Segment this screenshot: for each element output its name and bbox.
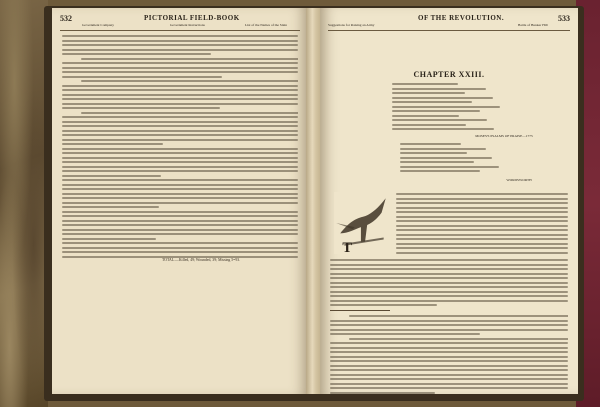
left-sub-right: List of the Names of the Slain (245, 23, 287, 27)
right-body-text-full (330, 258, 568, 308)
chapter-epigraph (392, 82, 512, 132)
text-line (400, 169, 510, 174)
drop-cap: T (342, 239, 352, 254)
marbled-board-left (0, 0, 48, 407)
right-page-number: 533 (558, 14, 570, 23)
text-line (330, 303, 568, 308)
right-page (320, 8, 578, 394)
second-epigraph (400, 142, 510, 174)
left-page-header (60, 14, 300, 27)
text-line (392, 127, 512, 132)
chapter-heading: CHAPTER XXIII. (413, 70, 485, 79)
left-running-title: PICTORIAL FIELD-BOOK (144, 14, 240, 22)
left-sub-left: Government Company (82, 23, 114, 27)
right-footnotes (330, 314, 568, 394)
second-attribution: WORDSWORTH (506, 178, 532, 182)
epigraph-attribution: MOSES'S PSALMS OF PRAISE—1775 (475, 134, 533, 138)
left-total-line: TOTAL.—Killed, 49; Wounded, 39; Missing 5=93. (162, 258, 241, 262)
text-line (330, 391, 568, 395)
left-sub-mid: Government Instructions (170, 23, 205, 27)
right-running-title: OF THE REVOLUTION. (418, 14, 505, 22)
text-line (396, 251, 568, 256)
left-header-rule (60, 30, 300, 31)
right-header-rule (328, 30, 570, 31)
footnote-rule (330, 310, 390, 311)
right-body-text (396, 192, 568, 255)
right-sub-left: Suggestions for Raising an Army (328, 23, 375, 27)
eagle-vignette-icon (334, 192, 392, 254)
left-page (52, 8, 308, 394)
left-page-number: 532 (60, 14, 72, 23)
right-sub-right: Battle of Bunker Hill (518, 23, 548, 27)
left-body-text (62, 34, 298, 259)
right-page-header (328, 14, 570, 27)
